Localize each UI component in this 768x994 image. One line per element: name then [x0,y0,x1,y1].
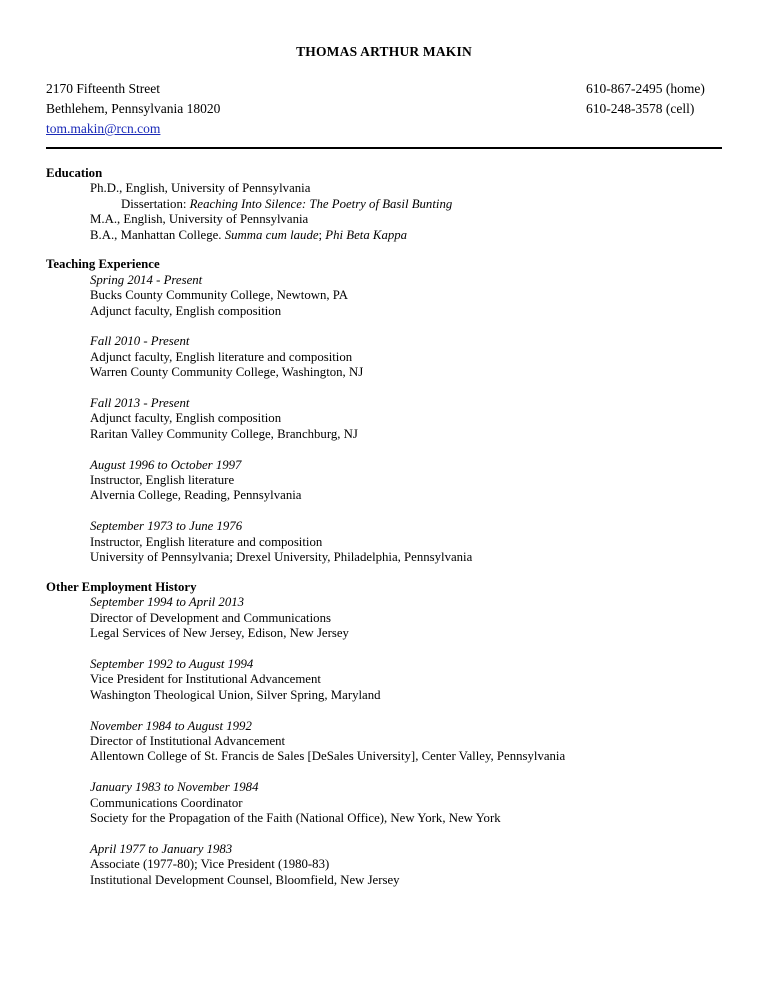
teaching-heading: Teaching Experience [46,257,160,272]
teaching-entry-line: Adjunct faculty, English literature and composition [90,349,353,364]
employment-entry-date: September 1994 to April 2013 [90,595,245,610]
employment-entry-line: Director of Development and Communications [90,610,331,625]
employment-heading: Other Employment History [46,579,197,594]
employment-entry-line: Vice President for Institutional Advancement [90,672,321,687]
employment-entry-line: Communications Coordinator [90,795,243,810]
address-line-1: 2170 Fifteenth Street [46,81,160,96]
education-dissertation: Dissertation: Reaching Into Silence: The Poetry of Basil Bunting [121,196,453,211]
teaching-entry-date: Spring 2014 - Present [90,272,203,287]
education-ma: M.A., English, University of Pennsylvania [90,212,309,227]
teaching-entry-line: Instructor, English literature [90,473,235,488]
resume-body [46,166,722,888]
employment-entry-line: Associate (1977-80); Vice President (1980-83) [90,857,330,872]
phone-cell: 610-248-3578 (cell) [586,101,695,116]
teaching-entry-line: University of Pennsylvania; Drexel University, Philadelphia, Pennsylvania [90,550,473,565]
employment-entry-line: Legal Services of New Jersey, Edison, New Jersey [90,626,349,641]
teaching-entry-date: Fall 2010 - Present [90,334,190,349]
teaching-entry-line: Instructor, English literature and composition [90,534,323,549]
employment-entry-line: Director of Institutional Advancement [90,733,286,748]
teaching-entry-line: Alvernia College, Reading, Pennsylvania [90,488,302,503]
education-heading: Education [46,166,103,180]
teaching-entry-line: Adjunct faculty, English composition [90,411,282,426]
header-divider [46,147,722,149]
employment-entry-line: Washington Theological Union, Silver Spring, Maryland [90,687,381,702]
teaching-entry-date: September 1973 to June 1976 [90,519,243,534]
employment-entry-line: Allentown College of St. Francis de Sales [DeSales University], Center Valley, Pennsylvania [90,749,566,764]
phone-home: 610-867-2495 (home) [586,81,705,96]
email-link[interactable]: tom.makin@rcn.com [46,121,161,136]
dissertation-title: Reaching Into Silence: The Poetry of Basil Bunting [189,196,453,211]
teaching-entry-line: Bucks County Community College, Newtown, PA [90,288,348,303]
employment-entry-date: April 1977 to January 1983 [90,841,233,856]
resume-name: THOMAS ARTHUR MAKIN [296,44,472,59]
education-phd: Ph.D., English, University of Pennsylvania [90,181,311,196]
contact-phone-block [586,79,705,119]
employment-entry-line: Society for the Propagation of the Faith (National Office), New York, New York [90,810,501,825]
employment-entry-line: Institutional Development Counsel, Bloomfield, New Jersey [90,872,400,887]
teaching-entry-line: Adjunct faculty, English composition [90,303,282,318]
teaching-entry-line: Raritan Valley Community College, Branchburg, NJ [90,426,358,441]
teaching-entry-date: August 1996 to October 1997 [90,457,242,472]
employment-entry-date: January 1983 to November 1984 [90,780,259,795]
teaching-entry-date: Fall 2013 - Present [90,396,190,411]
education-ba: B.A., Manhattan College. Summa cum laude; Phi Beta Kappa [90,227,408,242]
employment-entry-date: September 1992 to August 1994 [90,656,254,671]
employment-entry-date: November 1984 to August 1992 [90,718,252,733]
address-line-2: Bethlehem, Pennsylvania 18020 [46,101,221,116]
contact-address-block [46,79,220,139]
teaching-entry-line: Warren County Community College, Washington, NJ [90,365,364,380]
